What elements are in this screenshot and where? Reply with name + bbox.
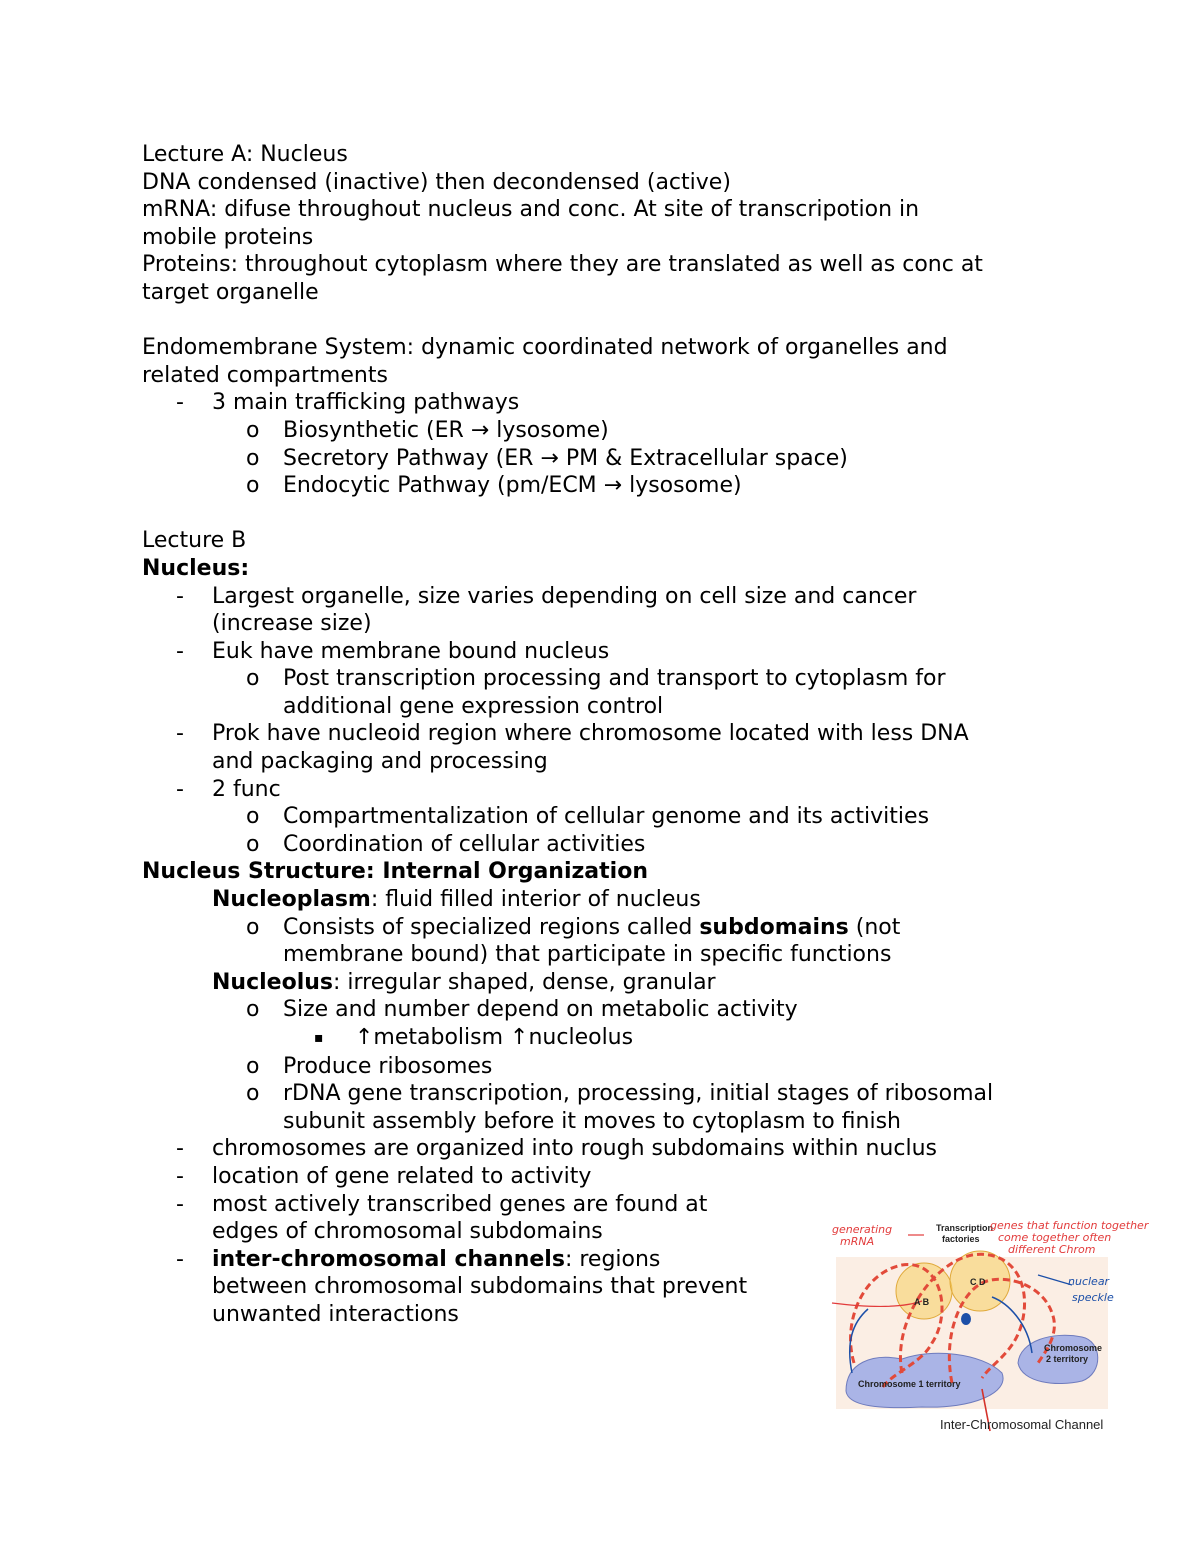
dash-bullet: - (176, 1163, 184, 1189)
section-heading: Nucleus Structure: Internal Organization (142, 859, 648, 885)
chromosome-territory-figure (832, 1213, 1149, 1438)
figure-caption: Inter-Chromosomal Channel (940, 1417, 1104, 1432)
circle-bullet: o (246, 473, 260, 499)
sub-list-item: o Consists of specialized regions called subdomains (not (142, 914, 1102, 942)
transcription-factory-left (896, 1263, 952, 1319)
sub-list-item: o Size and number depend on metabolic activity (142, 996, 1102, 1024)
circle-bullet: o (246, 997, 260, 1023)
list-item: - most actively transcribed genes are found at (142, 1191, 1102, 1219)
list-item-continuation: and packaging and processing (212, 749, 548, 775)
handwritten-note-speckle: nuclear (1068, 1275, 1110, 1288)
lecture-a-title: Lecture A: Nucleus (142, 142, 348, 167)
handwritten-note-speckle: speckle (1072, 1291, 1114, 1304)
section-heading: Nucleus: (142, 555, 250, 581)
sub-list-item: o Secretory Pathway (ER → PM & Extracellular space) (142, 445, 1102, 473)
definition-line: Nucleolus: irregular shaped, dense, granular (212, 969, 716, 995)
sub-list-item: o Compartmentalization of cellular genome and its activities (142, 803, 1102, 831)
list-item: - 2 func (142, 776, 1102, 804)
circle-bullet: o (246, 445, 260, 471)
definition-line: Nucleoplasm: fluid filled interior of nucleus (212, 887, 701, 913)
handwritten-note-mrna: generating (832, 1223, 893, 1236)
circle-bullet: o (246, 1081, 260, 1107)
sub-list-item: o rDNA gene transcripotion, processing, initial stages of ribosomal (142, 1080, 1102, 1108)
nuclear-speckle (961, 1313, 971, 1325)
lecture-b-title: Lecture B (142, 528, 247, 554)
sub-list-item-continuation: subunit assembly before it moves to cytoplasm to finish (283, 1108, 901, 1134)
circle-bullet: o (246, 804, 260, 830)
dash-bullet: - (176, 390, 184, 416)
circle-bullet: o (246, 666, 260, 692)
chromosome-1-label: Chromosome 1 territory (858, 1379, 961, 1389)
paragraph-line: mRNA: difuse throughout nucleus and conc. At site of transcripotion in (142, 197, 920, 223)
paragraph-line: DNA condensed (inactive) then decondensed (active) (142, 169, 731, 195)
dash-bullet: - (176, 583, 184, 609)
factory-cd-label: C D (970, 1277, 986, 1287)
handwritten-note-genes: genes that function together (990, 1219, 1149, 1232)
circle-bullet: o (246, 417, 260, 443)
sub-list-item: o Post transcription processing and transport to cytoplasm for (142, 665, 1102, 693)
circle-bullet: o (246, 831, 260, 857)
list-item: - 3 main trafficking pathways (142, 389, 1102, 417)
dash-bullet: - (176, 721, 184, 747)
sub-list-item: o Produce ribosomes (142, 1053, 1102, 1081)
term: Nucleoplasm (212, 887, 371, 913)
chromosome-2-label: 2 territory (1046, 1354, 1089, 1364)
paragraph-line: mobile proteins (142, 224, 314, 250)
list-item: - Euk have membrane bound nucleus (142, 638, 1102, 666)
blank-line (142, 307, 1102, 335)
circle-bullet: o (246, 914, 260, 940)
sub-list-item-continuation: membrane bound) that participate in specific functions (283, 942, 892, 968)
handwritten-note-genes: different Chrom (1008, 1243, 1096, 1256)
sub-sub-list-item: ▪ ↑metabolism ↑nucleolus (142, 1024, 1102, 1053)
list-item: - Prok have nucleoid region where chromosome located with less DNA (142, 720, 1102, 748)
sub-list-item-continuation: additional gene expression control (283, 693, 664, 719)
dash-bullet: - (176, 1191, 184, 1217)
list-item-continuation: (increase size) (212, 611, 372, 637)
dash-bullet: - (176, 1246, 184, 1272)
document-body (142, 141, 1102, 1329)
list-item: - Largest organelle, size varies depending on cell size and cancer (142, 583, 1102, 611)
handwritten-note-mrna: mRNA (840, 1235, 875, 1248)
list-item-continuation: edges of chromosomal subdomains (212, 1219, 603, 1245)
list-item: - inter-chromosomal channels: regions (142, 1246, 1102, 1274)
list-item: - location of gene related to activity (142, 1163, 1102, 1191)
blank-line (142, 500, 1102, 528)
handwritten-note-genes: come together often (998, 1231, 1112, 1244)
dash-bullet: - (176, 638, 184, 664)
sub-list-item: o Endocytic Pathway (pm/ECM → lysosome) (142, 472, 1102, 500)
transcription-factories-label: Transcription (936, 1223, 994, 1233)
sub-list-item: o Coordination of cellular activities (142, 831, 1102, 859)
term: subdomains (699, 914, 849, 940)
chromosome-2-label: Chromosome (1044, 1343, 1103, 1353)
list-item: - chromosomes are organized into rough subdomains within nuclus (142, 1135, 1102, 1163)
transcription-factories-label: factories (942, 1234, 980, 1244)
paragraph-line: Proteins: throughout cytoplasm where they are translated as well as conc at (142, 252, 983, 278)
factory-ab-label: A B (914, 1297, 930, 1307)
term: inter-chromosomal channels (212, 1246, 565, 1272)
term: Nucleolus (212, 969, 333, 995)
paragraph-line: target organelle (142, 279, 319, 305)
list-item-continuation: between chromosomal subdomains that prevent (212, 1274, 748, 1300)
list-item-continuation: unwanted interactions (212, 1301, 459, 1327)
sub-list-item: o Biosynthetic (ER → lysosome) (142, 417, 1102, 445)
dash-bullet: - (176, 1136, 184, 1162)
square-bullet: ▪ (314, 1030, 324, 1046)
circle-bullet: o (246, 1053, 260, 1079)
paragraph-line: related compartments (142, 362, 388, 388)
dash-bullet: - (176, 776, 184, 802)
paragraph-line: Endomembrane System: dynamic coordinated network of organelles and (142, 335, 948, 361)
